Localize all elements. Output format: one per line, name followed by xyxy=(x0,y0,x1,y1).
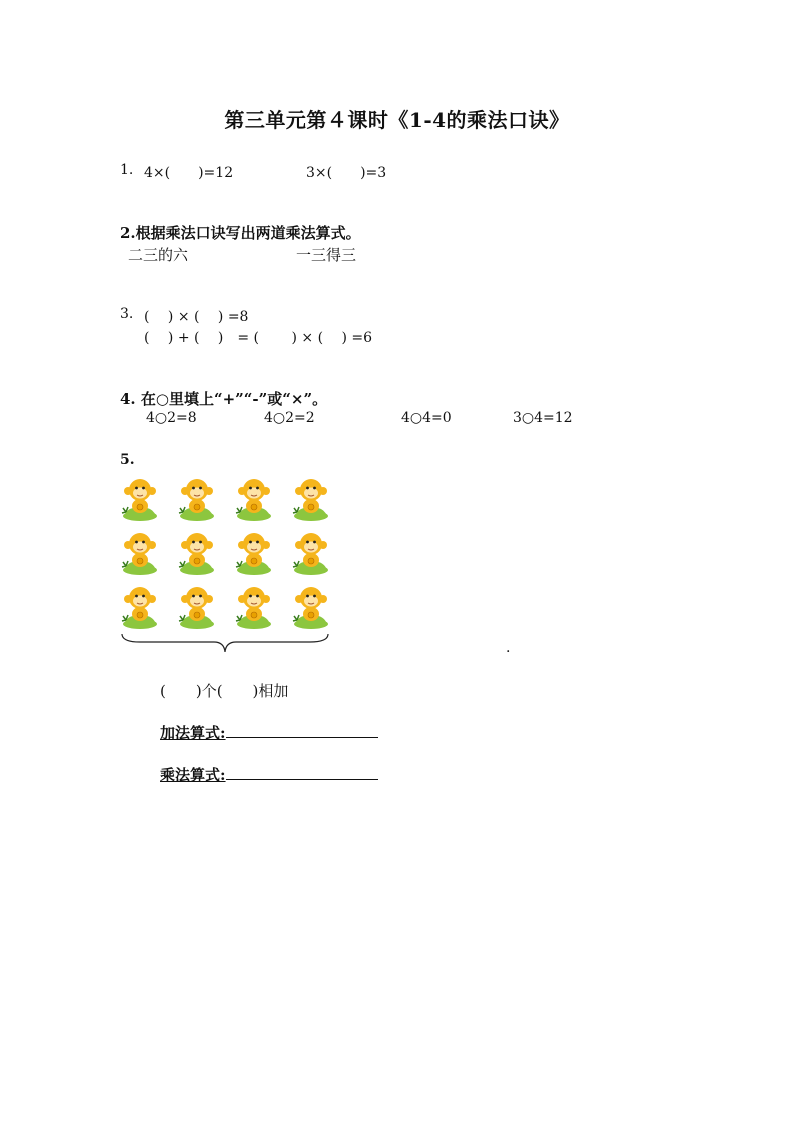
q5-sum-text: ( )个( )相加 xyxy=(160,682,289,700)
q5-add-answer-line[interactable] xyxy=(226,723,378,738)
monkey-grid xyxy=(118,476,334,636)
brace-icon xyxy=(120,632,330,654)
monkey-icon xyxy=(177,476,217,522)
q5-number: 5. xyxy=(120,452,135,468)
q1-equation-a: 4×( )=12 xyxy=(144,165,234,181)
q2-rhyme-b: 一三得三 xyxy=(296,246,357,264)
q3-line-1: ( ) × ( ) =8 xyxy=(144,309,249,325)
q5-mul-answer-line[interactable] xyxy=(226,765,378,780)
monkey-icon xyxy=(291,476,331,522)
q5-add-row xyxy=(160,722,378,743)
q1-number: 1. xyxy=(120,162,134,178)
stray-dot: . xyxy=(506,640,511,656)
q2-rhyme-a: 二三的六 xyxy=(128,246,189,264)
q4-item-4: 3○4=12 xyxy=(513,410,573,426)
q4-item-2: 4○2=2 xyxy=(264,410,315,426)
monkey-icon xyxy=(234,476,274,522)
monkey-icon xyxy=(234,530,274,576)
q4-item-3: 4○4=0 xyxy=(401,410,452,426)
monkey-icon xyxy=(120,584,160,630)
monkey-icon xyxy=(291,584,331,630)
q3-number: 3. xyxy=(120,306,134,322)
q4-item-1: 4○2=8 xyxy=(146,410,197,426)
monkey-icon xyxy=(120,476,160,522)
page-title: 第三单元第４课时《1-4的乘法口诀》 xyxy=(224,108,570,132)
monkey-icon xyxy=(177,584,217,630)
q3-line-2: ( ) + ( ) = ( ) × ( ) =6 xyxy=(144,330,373,346)
q4-prompt: 4. 在○里填上“+”“-”或“×”。 xyxy=(120,390,328,408)
q1-equation-b: 3×( )=3 xyxy=(306,165,387,181)
monkey-icon xyxy=(177,530,217,576)
monkey-icon xyxy=(291,530,331,576)
q5-mul-label: 乘法算式: xyxy=(160,766,226,784)
monkey-icon xyxy=(120,530,160,576)
q2-prompt: 2.根据乘法口诀写出两道乘法算式。 xyxy=(120,224,361,242)
q5-mul-row xyxy=(160,764,378,785)
q5-add-label: 加法算式: xyxy=(160,724,226,742)
monkey-icon xyxy=(234,584,274,630)
